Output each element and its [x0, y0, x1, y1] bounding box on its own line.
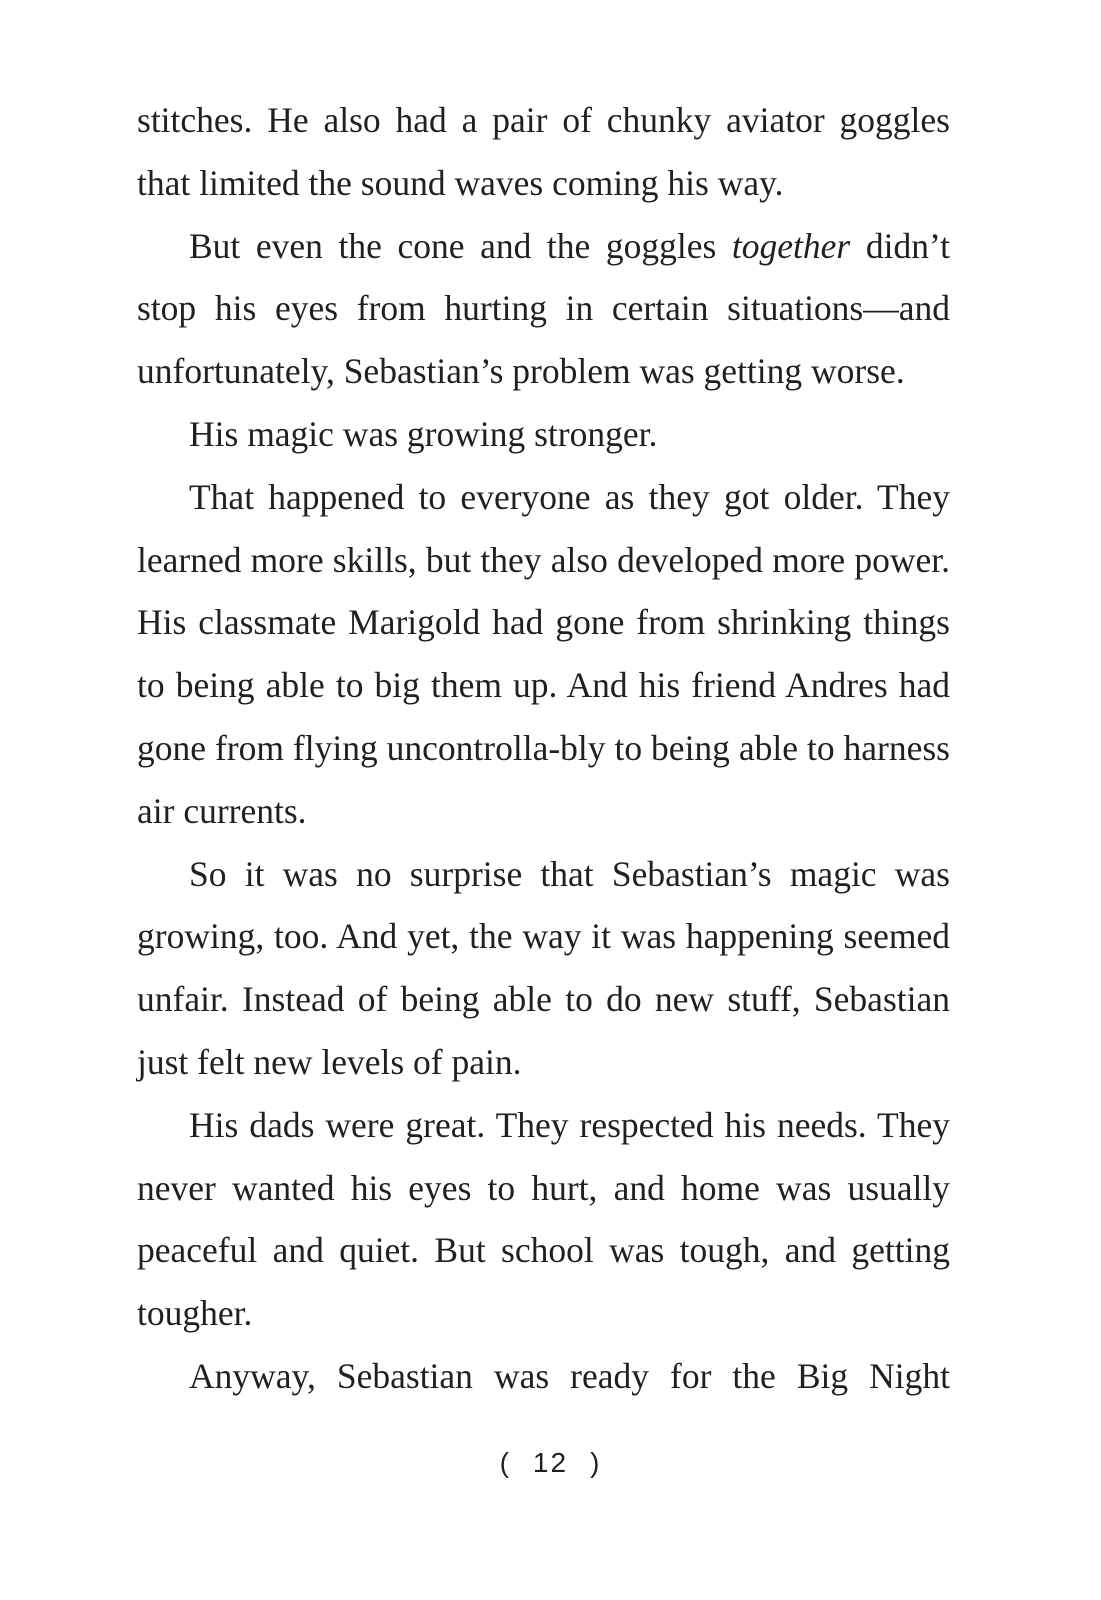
paragraph-text: So it was no surprise that Sebastian’s magic was growing, too. And yet, the way it was happening seemed unfair. Instead of being able to do new stuff, Sebastian just felt new levels of pain. — [137, 853, 950, 1082]
paragraph-text: That happened to everyone as they got older. They learned more skills, but they also developed more power. His classmate Marigold had gone from shrinking things to being able to big them up. And his friend Andres had gone from flying uncontrolla-bly to being able to harness air currents. — [137, 476, 950, 831]
page-number-value: 12 — [532, 1447, 569, 1478]
paragraph-text: His magic was growing stronger. — [189, 413, 658, 454]
body-text — [137, 89, 950, 1408]
paragraph — [137, 89, 950, 215]
paragraph — [137, 215, 950, 403]
paragraph — [137, 1094, 950, 1345]
page-number-open-paren: ( — [499, 1447, 511, 1478]
paragraph — [137, 1345, 950, 1408]
paragraph — [137, 466, 950, 843]
paragraph-text: But even the cone and the goggles — [189, 225, 732, 266]
paragraph — [137, 403, 950, 466]
paragraph — [137, 843, 950, 1094]
paragraph-text: stitches. He also had a pair of chunky aviator goggles that limited the sound waves coming his way. — [137, 100, 950, 203]
paragraph-text: didn’t stop his eyes from hurting in certain situations—and unfortunately, Sebastian’s problem was getting worse. — [137, 225, 950, 392]
paragraph-text: Anyway, Sebastian was ready for the Big Night — [189, 1355, 950, 1396]
page-number-close-paren: ) — [590, 1447, 602, 1478]
page-number — [0, 1447, 1101, 1479]
paragraph-text: His dads were great. They respected his needs. They never wanted his eyes to hurt, and home was usually peaceful and quiet. But school was tough, and getting tougher. — [137, 1104, 950, 1334]
emphasis-text: together — [731, 225, 851, 266]
